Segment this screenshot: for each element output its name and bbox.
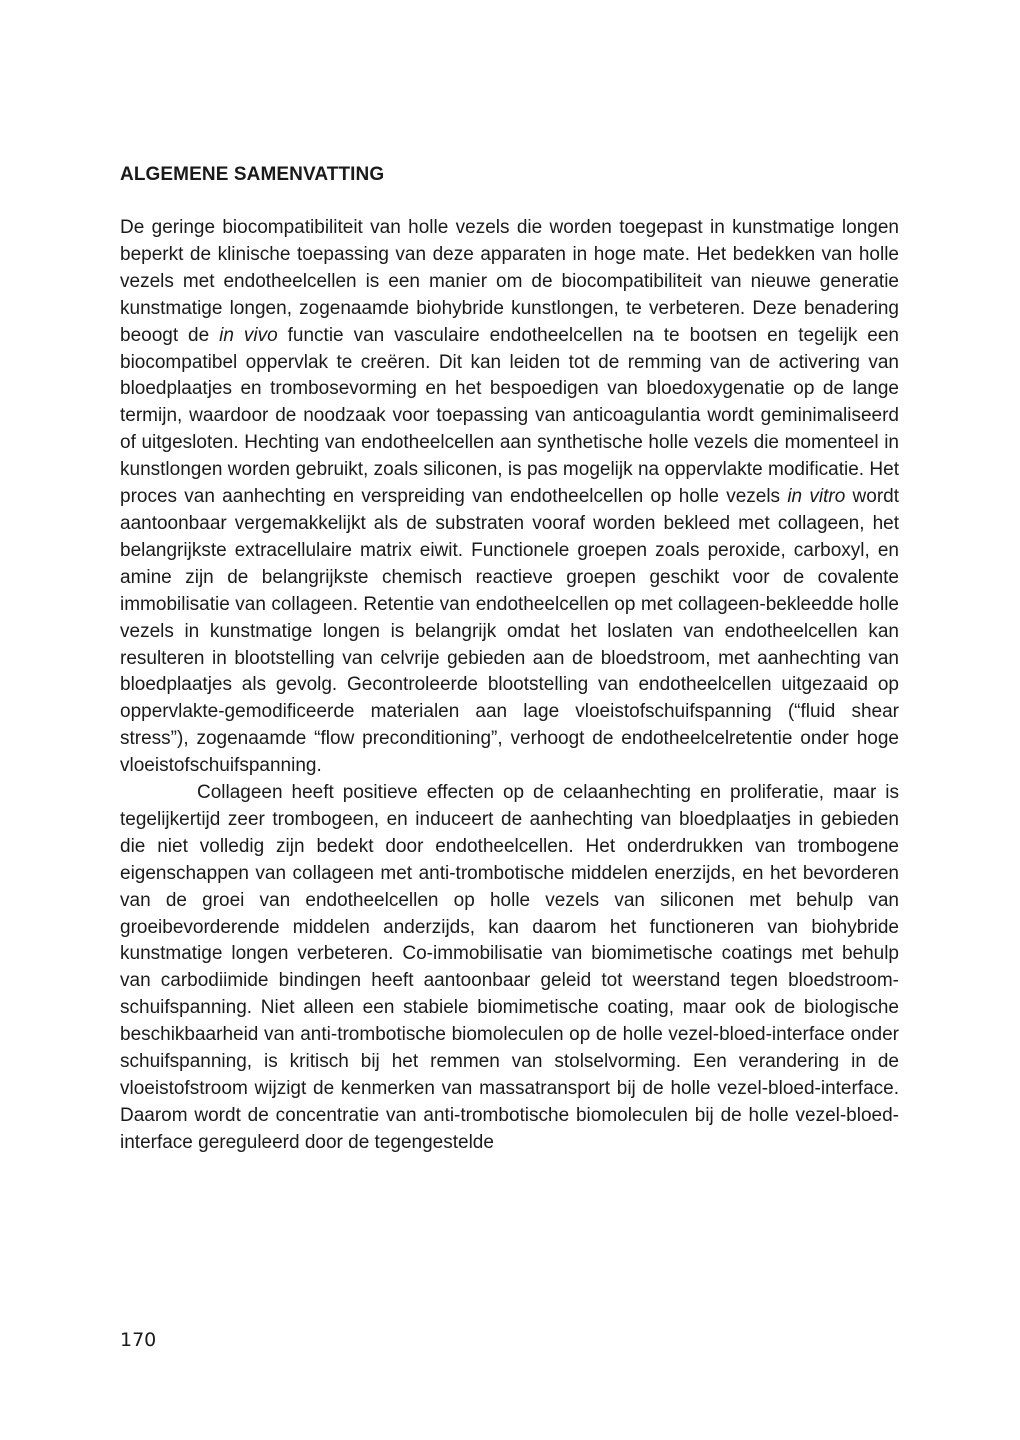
paragraph-2	[120, 780, 899, 1157]
paragraph-text: De geringe biocompatibiliteit van holle vezels die worden toegepast in kunstmatige longen beperkt de klinische toepassing van deze apparaten in hoge mate. Het bedekken van holle vezels met endotheelcellen is een manier om de biocompatibiliteit van nieuwe generatie kunstmatige longen, zogenaamde biohybride kunstlongen, te verbeteren. Deze benadering beoogt de	[120, 217, 899, 346]
paragraph-text: wordt aantoonbaar vergemakkelijkt als de substraten vooraf worden bekleed met collageen, het belangrijkste extracellulaire matrix eiwit. Functionele groepen zoals peroxide, carboxyl, en amine zijn de belangrijkste chemisch reactieve groepen geschikt voor de covalente immobilisatie van collageen. Retentie van endotheelcellen op met collageen-bekleedde holle vezels in kunstmatige longen is belangrijk omdat het loslaten van endotheelcellen kan resulteren in blootstelling van celvrije gebieden aan de bloedstroom, met aanhechting van bloedplaatjes als gevolg. Gecontroleerde blootstelling van endotheelcellen uitgezaaid op oppervlakte-gemodificeerde materialen aan lage vloeistofschuifspanning (“fluid shear stress”), zogenaamde “flow preconditioning”, verhoogt de endotheelcelretentie onder hoge vloeistofschuifspanning.	[120, 486, 899, 777]
paragraph-1	[120, 215, 899, 780]
italic-term: in vivo	[219, 324, 278, 346]
section-heading: ALGEMENE SAMENVATTING	[120, 164, 385, 185]
italic-term: in vitro	[787, 486, 846, 508]
paragraph-text: functie van vasculaire endotheelcellen na te bootsen en tegelijk een biocompatibel oppervlak te creëren. Dit kan leiden tot de remming van de activering van bloedplaatjes en trombosevorming en het bespoedigen van bloedoxygenatie op de lange termijn, waardoor de noodzaak voor toepassing van anticoagulantia wordt geminimaliseerd of uitgesloten. Hechting van endotheelcellen aan synthetische holle vezels die momenteel in kunstlongen worden gebruikt, zoals siliconen, is pas mogelijk na oppervlakte modificatie. Het proces van aanhechting en verspreiding van endotheelcellen op holle vezels	[120, 324, 900, 508]
page-number: 170	[120, 1329, 157, 1351]
body-text	[120, 215, 899, 1157]
paragraph-text: Collageen heeft positieve effecten op de celaanhechting en proliferatie, maar is tegelijkertijd zeer trombogeen, en induceert de aanhechting van bloedplaatjes in gebieden die niet volledig zijn bedekt door endotheelcellen. Het onderdrukken van trombogene eigenschappen van collageen met anti-trombotische middelen enerzijds, en het bevorderen van de groei van endotheelcellen op holle vezels van siliconen met behulp van groeibevorderende middelen anderzijds, kan daarom het functioneren van biohybride kunstmatige longen verbeteren. Co-immobilisatie van biomimetische coatings met behulp van carbodiimide bindingen heeft aantoonbaar geleid tot weerstand tegen bloedstroom-schuifspanning. Niet alleen een stabiele biomimetische coating, maar ook de biologische beschikbaarheid van anti-trombotische biomoleculen op de holle vezel-bloed-interface onder schuifspanning, is kritisch bij het remmen van stolselvorming. Een verandering in de vloeistofstroom wijzigt de kenmerken van massatransport bij de holle vezel-bloed-interface. Daarom wordt de concentratie van anti-trombotische biomoleculen bij de holle vezel-bloed-interface gereguleerd door de tegengestelde	[120, 782, 899, 1153]
